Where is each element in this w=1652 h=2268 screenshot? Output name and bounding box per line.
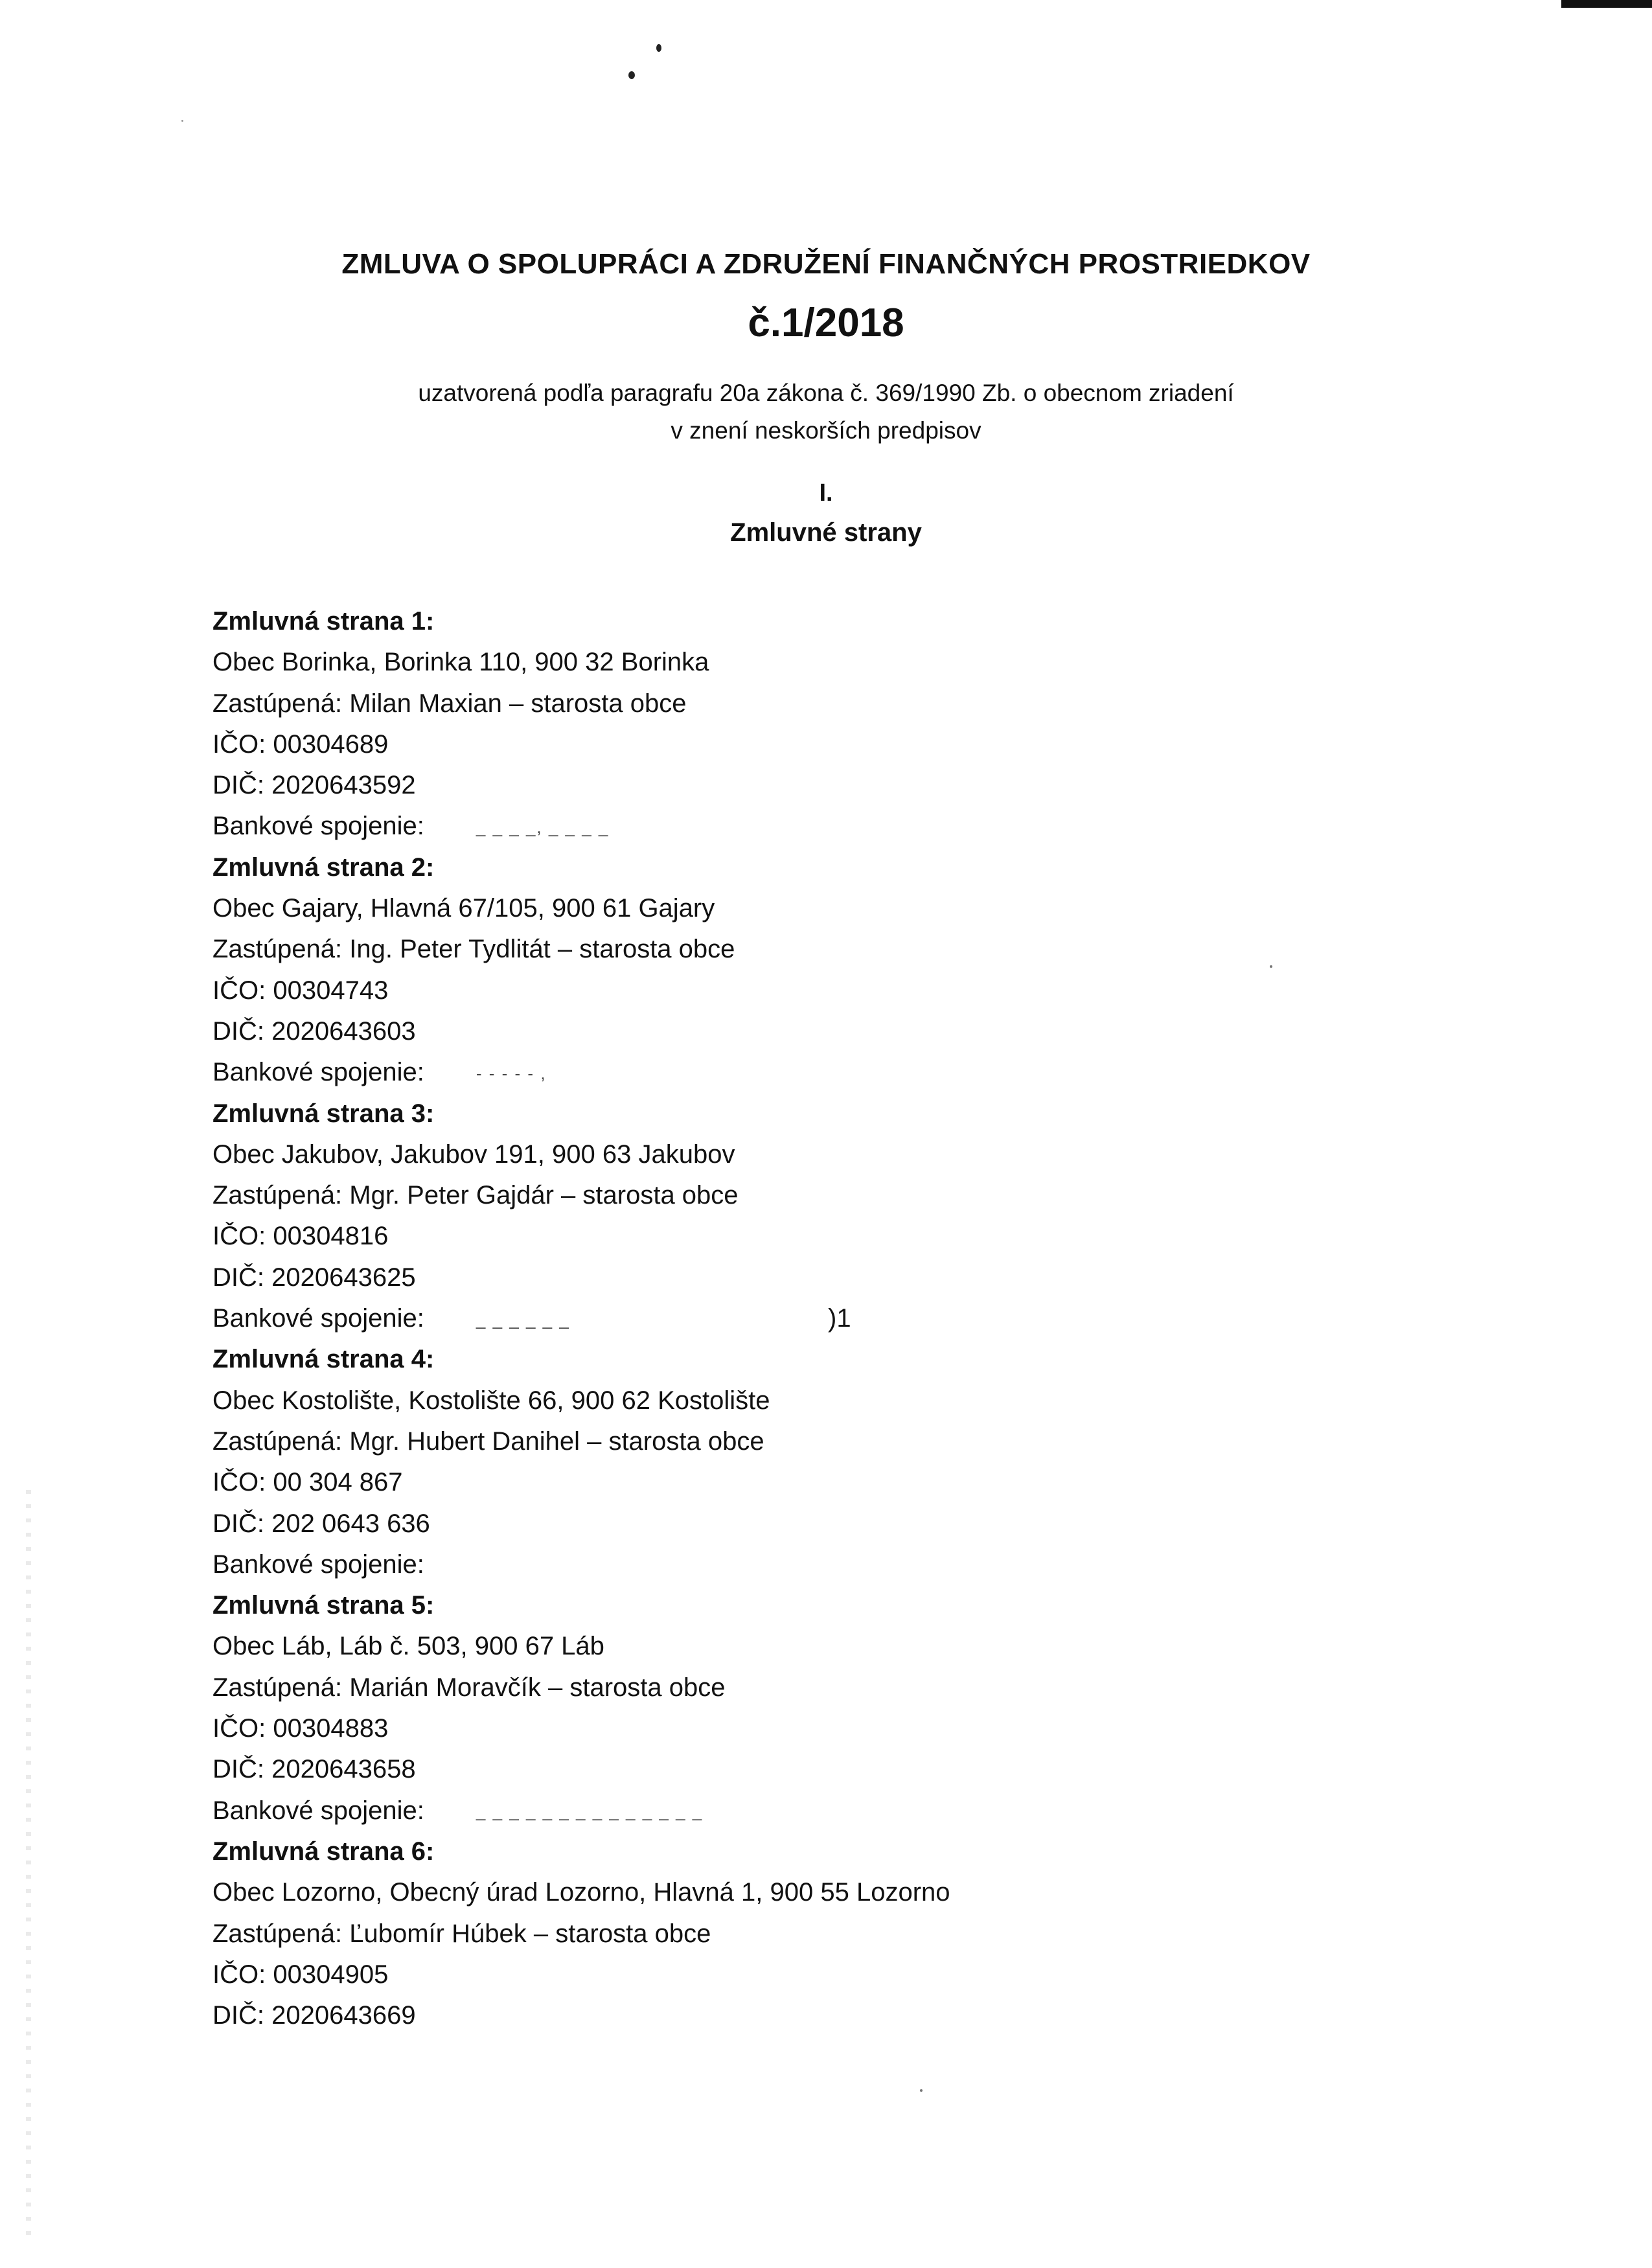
- party-heading: Zmluvná strana 1:: [212, 607, 435, 636]
- bank-label: Bankové spojenie:: [212, 1796, 424, 1825]
- section-number: I.: [819, 479, 833, 507]
- scan-speck: [181, 120, 183, 122]
- scan-speck: [656, 44, 661, 52]
- party-representative: Zastúpená: Mgr. Hubert Danihel – starosta obce: [212, 1426, 764, 1456]
- scan-margin-noise: [26, 1490, 31, 2235]
- party-ico: IČO: 00304816: [212, 1222, 389, 1251]
- party-bank: [212, 1052, 1443, 1093]
- party-address: Obec Láb, Láb č. 503, 900 67 Láb: [212, 1632, 604, 1661]
- redacted-bank-account: _ _ _ _, _ _ _ _: [476, 818, 610, 838]
- redacted-bank-tail: )1: [828, 1304, 851, 1333]
- party-ico: IČO: 00304905: [212, 1960, 389, 1989]
- party-heading: Zmluvná strana 5:: [212, 1591, 435, 1620]
- party-address: Obec Lozorno, Obecný úrad Lozorno, Hlavná 1, 900 55 Lozorno: [212, 1878, 950, 1907]
- document-subtitle: [0, 374, 1652, 450]
- contract-parties-list: [212, 601, 1443, 2036]
- section-title: Zmluvné strany: [730, 518, 922, 547]
- party-bank: [212, 806, 1443, 847]
- party-address: Obec Jakubov, Jakubov 191, 900 63 Jakubov: [212, 1140, 735, 1169]
- party-dic: DIČ: 2020643592: [212, 771, 416, 800]
- party-bank: [212, 1544, 1443, 1585]
- party-address: Obec Kostolište, Kostolište 66, 900 62 Kostolište: [212, 1386, 770, 1415]
- party-ico: IČO: 00304689: [212, 729, 389, 759]
- party-representative: Zastúpená: Ing. Peter Tydlitát – starosta obce: [212, 935, 735, 964]
- party-heading: Zmluvná strana 4:: [212, 1345, 435, 1374]
- subtitle-line-1: uzatvorená podľa paragrafu 20a zákona č. 369/1990 Zb. o obecnom zriadení: [418, 380, 1234, 406]
- bank-label: Bankové spojenie:: [212, 1304, 424, 1333]
- party-bank: [212, 1791, 1443, 1831]
- party-representative: Zastúpená: Milan Maxian – starosta obce: [212, 689, 687, 718]
- redacted-bank-account: _ _ _ _ _ _ _ _ _ _ _ _ _ _: [476, 1802, 704, 1822]
- party-heading: Zmluvná strana 3:: [212, 1099, 435, 1128]
- party-dic: DIČ: 202 0643 636: [212, 1509, 430, 1538]
- party-dic: DIČ: 2020643658: [212, 1755, 416, 1784]
- bank-label: Bankové spojenie:: [212, 812, 424, 841]
- party-ico: IČO: 00304883: [212, 1714, 389, 1743]
- party-dic: DIČ: 2020643625: [212, 1263, 416, 1292]
- party-ico: IČO: 00304743: [212, 976, 389, 1005]
- party-representative: Zastúpená: Marián Moravčík – starosta obce: [212, 1673, 726, 1702]
- scan-edge-mark: [1561, 0, 1652, 8]
- party-address: Obec Borinka, Borinka 110, 900 32 Borinka: [212, 648, 709, 677]
- scan-speck: [628, 71, 635, 79]
- party-ico: IČO: 00 304 867: [212, 1468, 403, 1497]
- party-heading: Zmluvná strana 6:: [212, 1837, 435, 1866]
- party-representative: Zastúpená: Ľubomír Húbek – starosta obce: [212, 1919, 711, 1948]
- contract-number: č.1/2018: [748, 301, 904, 345]
- party-dic: DIČ: 2020643669: [212, 2001, 416, 2030]
- party-dic: DIČ: 2020643603: [212, 1016, 416, 1046]
- bank-label: Bankové spojenie:: [212, 1550, 424, 1579]
- party-heading: Zmluvná strana 2:: [212, 853, 435, 882]
- scan-speck: [920, 2089, 923, 2092]
- redacted-bank-account: _ _ _ _ _ _: [476, 1309, 570, 1329]
- redacted-bank-account: - - - - - ,: [476, 1064, 547, 1084]
- party-representative: Zastúpená: Mgr. Peter Gajdár – starosta obce: [212, 1181, 739, 1210]
- party-address: Obec Gajary, Hlavná 67/105, 900 61 Gajary: [212, 894, 715, 923]
- party-bank: [212, 1298, 1443, 1339]
- document-title: ZMLUVA O SPOLUPRÁCI A ZDRUŽENÍ FINANČNÝCH PROSTRIEDKOV: [341, 248, 1311, 280]
- bank-label: Bankové spojenie:: [212, 1058, 424, 1087]
- subtitle-line-2: v znení neskorších predpisov: [671, 417, 981, 444]
